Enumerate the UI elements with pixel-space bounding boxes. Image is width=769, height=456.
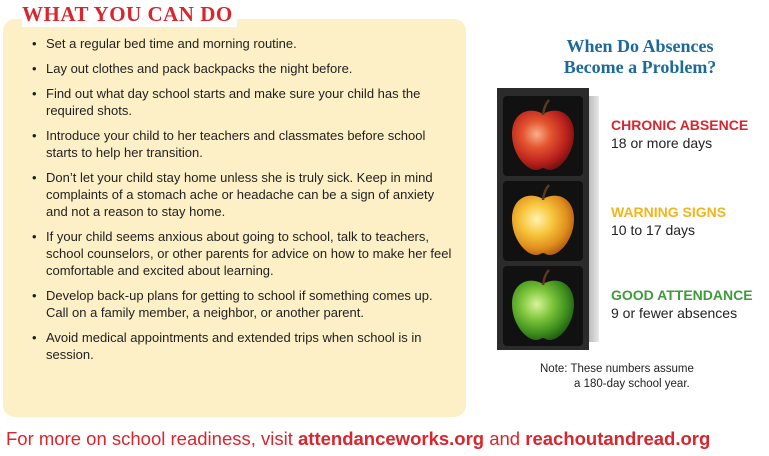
light-slot-yellow (503, 181, 583, 261)
bullet-icon: • (32, 36, 37, 51)
attendanceworks-link[interactable]: attendanceworks.org (298, 428, 485, 449)
bullet-icon: • (32, 128, 37, 143)
level-chronic-absence (611, 117, 748, 152)
level-desc: 10 to 17 days (611, 222, 696, 238)
tip-text: Avoid medical appointments and extended trips when school is in session. (46, 330, 422, 362)
light-slot-green (503, 266, 583, 346)
tip-text: Develop back-up plans for getting to school if something comes up. Call on a family member, a neighbor, or another parent. (46, 288, 433, 320)
list-item (32, 287, 452, 321)
level-desc: 18 or more days (611, 135, 713, 151)
list-item (32, 228, 452, 279)
level-good-attendance (611, 287, 753, 322)
list-item (32, 127, 452, 161)
footer-prefix: For more on school readiness, visit (6, 428, 299, 449)
traffic-light-edge (589, 96, 599, 342)
list-item (32, 169, 452, 220)
sidebar-title-line2: Become a Problem? (563, 57, 717, 77)
light-slot-red (503, 96, 583, 176)
tip-text: If your child seems anxious about going to school, talk to teachers, school counselors, or other parents for advice on how to make her feel comfortable and excited about learning. (46, 229, 452, 278)
reachoutandread-link[interactable]: reachoutandread.org (525, 428, 711, 449)
bullet-icon: • (32, 330, 37, 345)
level-title: CHRONIC ABSENCE (611, 117, 749, 133)
tip-text: Find out what day school starts and make sure your child has the required shots. (46, 86, 421, 118)
sidebar-title-line1: When Do Absences (566, 36, 714, 56)
footer (6, 428, 710, 450)
list-item (32, 85, 452, 119)
list-item (32, 35, 452, 52)
bullet-icon: • (32, 86, 37, 101)
level-title: GOOD ATTENDANCE (611, 287, 753, 303)
level-warning-signs (611, 204, 726, 239)
note-line2: a 180-day school year. (574, 378, 690, 390)
list-item (32, 329, 452, 363)
bullet-icon: • (32, 229, 37, 244)
note-line1: Note: These numbers assume (540, 363, 694, 375)
green-apple-icon (506, 268, 580, 344)
tip-text: Introduce your child to her teachers and classmates before school starts to help her transition. (46, 128, 426, 160)
section-heading: WHAT YOU CAN DO (22, 2, 237, 27)
bullet-icon: • (32, 170, 37, 185)
tips-list (32, 35, 452, 371)
yellow-apple-icon (506, 183, 580, 259)
level-desc: 9 or fewer absences (611, 305, 738, 321)
sidebar-title (525, 36, 755, 78)
bullet-icon: • (32, 288, 37, 303)
tip-text: Lay out clothes and pack backpacks the night before. (46, 61, 353, 76)
footer-middle: and (484, 428, 526, 449)
level-title: WARNING SIGNS (611, 204, 727, 220)
red-apple-icon (506, 98, 580, 174)
bullet-icon: • (32, 61, 37, 76)
tip-text: Set a regular bed time and morning routine. (46, 36, 297, 51)
tip-text: Don’t let your child stay home unless she is truly sick. Keep in mind complaints of a stomach ache or headache can be a sign of anxiety and not a reason to stay home. (46, 170, 435, 219)
list-item (32, 60, 452, 77)
footnote (540, 362, 694, 392)
